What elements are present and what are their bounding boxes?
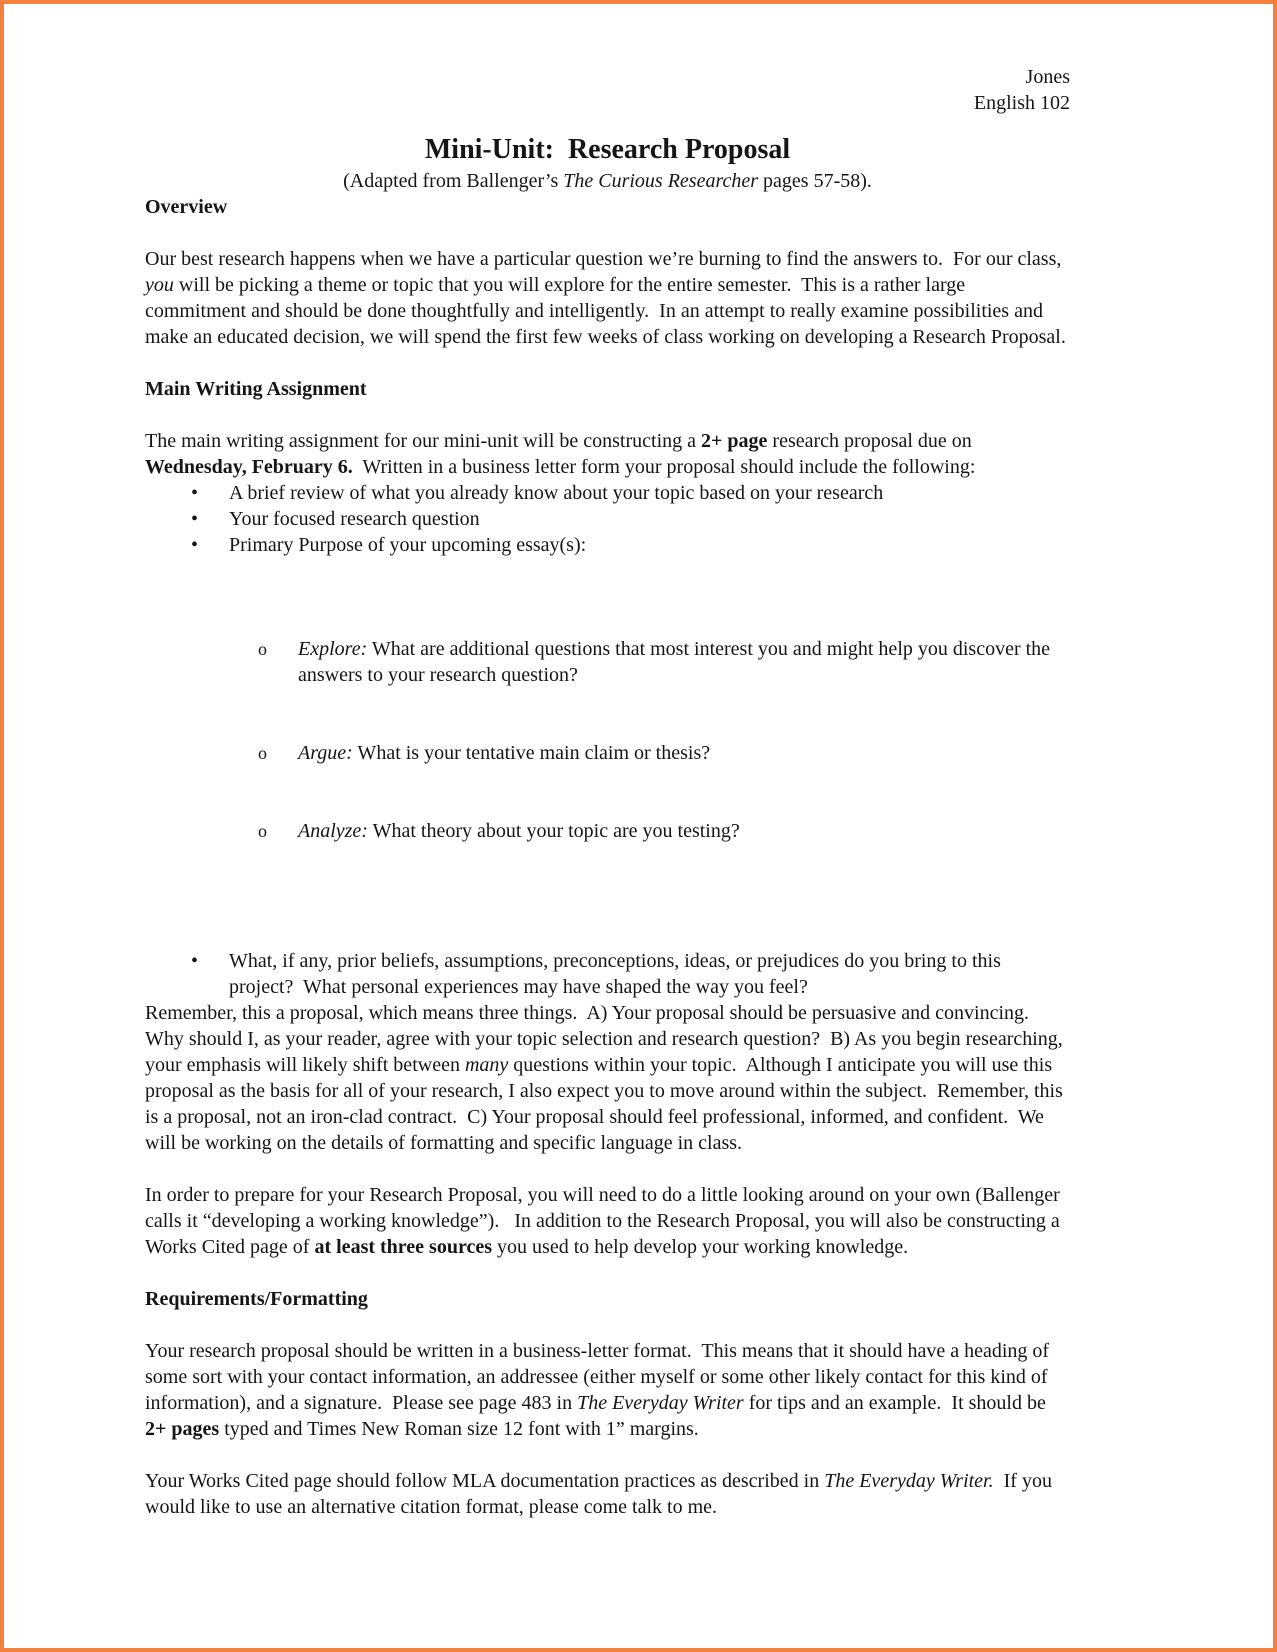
explore-text: What are additional questions that most interest you and might help you discover the answers to your research question? [298,638,1056,686]
formatting-text: Your research proposal should be written in a business-letter format. This means that it should have a heading of some sort with your contact information, an addressee (either myself or some other likely contact for this kind of information), and a signature. Please see page 483 in [145,1340,1055,1414]
document-content [4,4,1273,1520]
page-title: Mini-Unit: Research Proposal [424,134,791,165]
list-item-research-question: • Your focused research question [191,506,1070,532]
proposal-requirements-list [145,480,1070,1000]
section-heading-requirements-formatting: Requirements/Formatting [145,1288,368,1310]
overview-text-continued: will be picking a theme or topic that you will explore for the entire semester. This is a rather large commitment and should be done thoughtfully and intelligently. In an attempt to really examine possibilities and make an educated decision, we will spend the first few weeks of class working on developing a Research Proposal. [145,274,1066,348]
prepare-text: In order to prepare for your Research Proposal, you will need to do a little looking around on your own (Ballenger calls it “developing a working knowledge”). In addition to the Research Proposal, you will also be constructing a Works Cited page of [145,1184,1065,1258]
page-subtitle [145,168,1070,194]
assignment-text: The main writing assignment for our mini-unit will be constructing a [145,430,702,452]
list-item-prior-beliefs: • What, if any, prior beliefs, assumptions, preconceptions, ideas, or prejudices do you bring to this project? What personal experiences may have shaped the way you feel? [191,948,1070,1000]
argue-text: What is your tentative main claim or thesis? [352,742,711,764]
italic-explore-label: Explore: [298,638,368,660]
formatting-paragraph [145,1338,1070,1442]
list-item-brief-review: • A brief review of what you already know about your topic based on your research [191,480,1070,506]
remember-text: Remember, this a proposal, which means three things. A) Your proposal should be persuasive and convincing. Why should I, as your reader, agree with your topic selection and research question? B) As you begin researching, your emphasis will likely shift between [145,1002,1068,1076]
italic-everyday-writer-2: The Everyday Writer. [824,1470,994,1492]
formatting-text-mid: for tips and an example. It should be [743,1392,1051,1414]
assignment-text-end: Written in a business letter form your proposal should include the following: [352,456,976,478]
italic-argue-label: Argue: [298,742,353,764]
bold-due-date: Wednesday, February 6. [145,456,353,478]
remember-paragraph [145,1000,1070,1156]
bold-pages-typed: 2+ pages [145,1418,220,1440]
sub-item-argue [258,740,1070,766]
italic-many: many [464,1054,509,1076]
author-name: Jones [1025,66,1070,88]
works-cited-text: Your Works Cited page should follow MLA documentation practices as described in [145,1470,825,1492]
subtitle-pre: (Adapted from Ballenger’s [343,170,564,192]
document-header [145,64,1070,116]
subtitle-post: pages 57-58). [758,170,872,192]
prepare-text-end: you used to help develop your working knowledge. [492,1236,909,1258]
italic-you: you [145,274,174,296]
formatting-text-end: typed and Times New Roman size 12 font with 1” margins. [219,1418,699,1440]
italic-everyday-writer: The Everyday Writer [577,1392,744,1414]
assignment-text-mid: research proposal due on [767,430,977,452]
bold-three-sources: at least three sources [314,1236,493,1258]
primary-purpose-text: Primary Purpose of your upcoming essay(s): [229,534,587,556]
section-heading-main-writing-assignment: Main Writing Assignment [145,378,367,400]
sub-item-explore [258,636,1070,688]
list-item-primary-purpose [191,532,1070,948]
remember-text-continued: questions within your topic. Although I anticipate you will use this proposal as the basis for all of your research, I also expect you to move around within the subject. Remember, this is a proposal, not an iron-clad contract. C) Your proposal should feel professional, informed, and confident. We will be working on the details of formatting and specific language in class. [145,1054,1068,1154]
analyze-text: What theory about your topic are you testing? [367,820,740,842]
book-title-curious-researcher: The Curious Researcher [563,170,759,192]
prepare-paragraph [145,1182,1070,1260]
sub-item-analyze [258,818,1070,844]
overview-paragraph [145,246,1070,350]
section-heading-overview: Overview [145,196,228,218]
italic-analyze-label: Analyze: [298,820,368,842]
bold-page-count: 2+ page [701,430,768,452]
works-cited-paragraph [145,1468,1070,1520]
overview-text: Our best research happens when we have a particular question we’re burning to find the answers to. For our class, [145,248,1067,270]
purpose-sub-list [229,584,1070,896]
works-cited-text-end: If you would like to use an alternative citation format, please come talk to me. [145,1470,1057,1518]
assignment-intro-paragraph [145,428,1070,480]
course-name: English 102 [973,92,1070,114]
